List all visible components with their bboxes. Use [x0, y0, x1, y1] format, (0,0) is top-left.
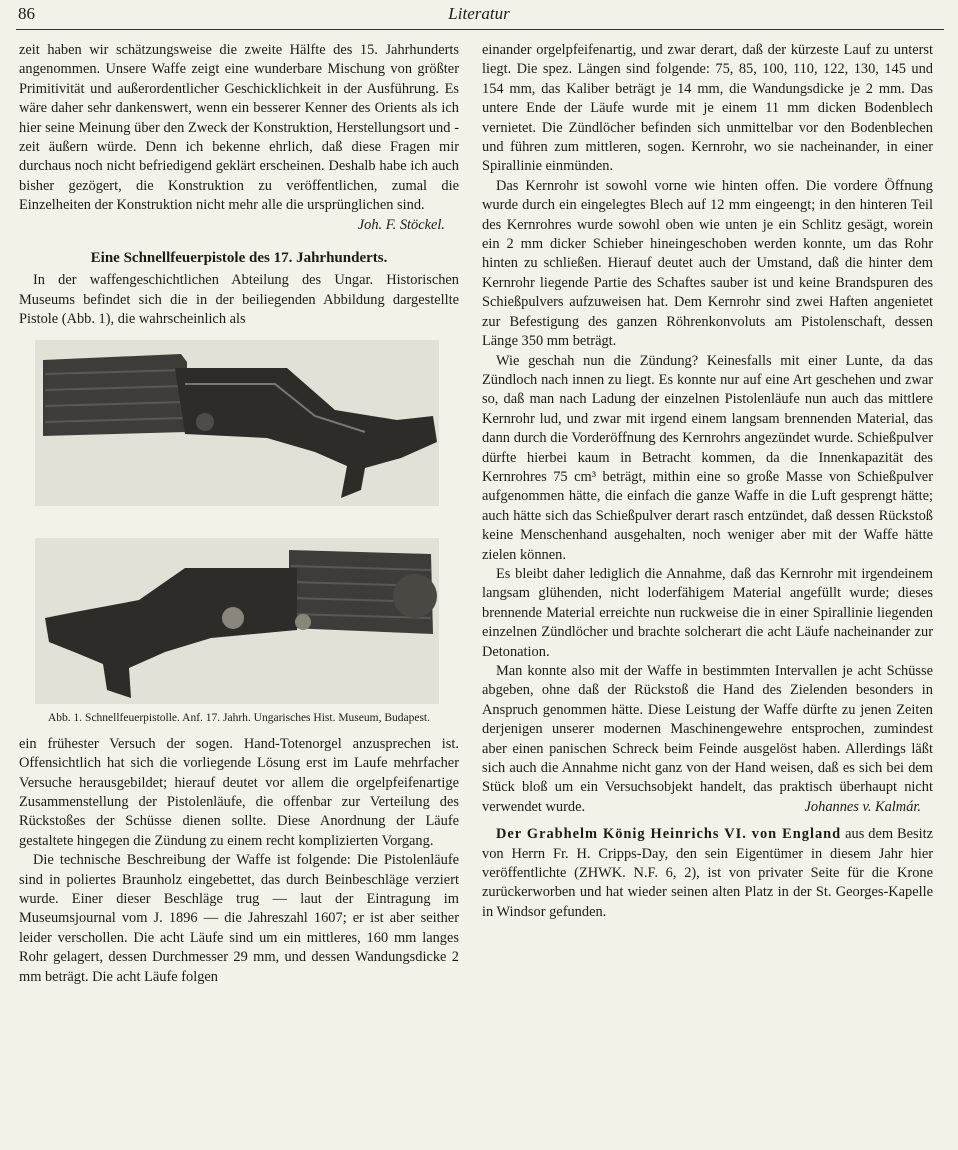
paragraph-orgel: ein frühester Versuch der sogen. Hand-Totenorgel anzusprechen ist. Offensichtlich hat sich die vorliegende Lösung erst im Laufe mehrfacher Versuche herausgebildet; hierauf deutet vor allem die orgelpfeifenartige Zusammenstellung der Pistolenläufe, die offenbar zur Verteilung des Rückstoßes der Schüsse dienen sollte. Diese Anordnung der Läufe gestaltete hingegen die Zündung zu einem recht komplizierten Vorgang.	[19, 735, 459, 849]
signature-kalmar: Johannes v. Kalmár.	[804, 798, 921, 815]
paragraph-intervall: Man konnte also mit der Waffe in bestimmten Intervallen je acht Schüsse abgeben, ohne daß der Rückstoß die Hand des Zielenden besonders in Anspruch genommen hätte. Diese Leistung der Waffe dürfte zu jenen Zeiten derjenigen unserer modernen Maschinengewehre entsprochen, zumindest aber einen panischen Schreck beim Feinde ausgelöst haben. Allerdings läßt sich auch die Annahme nicht ganz von der Hand weisen, daß es sich bei dem Stück bloß um ein Versuchsobjekt handelt, das praktisch überhaupt nicht verwendet wurde. Johannes v. Kalmár.	[482, 662, 933, 817]
paragraph-intro: zeit haben wir schätzungsweise die zweite Hälfte des 15. Jahrhunderts angenommen. Unsere Waffe zeigt eine wunderbare Mischung von größter Primitivität und außerordentlicher Geschicklichkeit in der Ausführung. Es wäre daher sehr dankenswert, wenn ein besserer Kenner des Orients als ich hier seine Meinung über den Zweck der Konstruktion, Herstellungsort und -zeit äußern würde. Denn ich bekenne ehrlich, daß diese Fragen mir durchaus noch nicht befriedigend geklärt erscheinen. Deshalb habe ich auch bisher gezögert, die Konstruktion zu veröffentlichen, zumal die Einzelheiten der Konstruktion nicht mehr alle die ursprünglichen sind. Joh. F. Stöckel.	[19, 41, 459, 216]
section-heading: Eine Schnellfeuerpistole des 17. Jahrhunderts.	[90, 250, 388, 267]
page-number: 86	[18, 4, 35, 23]
paragraph-beschreibung: Die technische Beschreibung der Waffe ist folgende: Die Pistolenläufe sind in poliertes Braunholz eingebettet, das durch Beinbeschläge verziert wurde. Einer dieser Beschläge trug — laut der Eintragung im Museumsjournal vom J. 1896 — die Jahreszahl 1607; er ist aber seither leider verschollen. Die acht Läufe sind um ein mittleres, 160 mm langes Rohr gelagert, dessen Durchmesser 29 mm, und dessen Wandungsdicke 2 mm beträgt. Die acht Läufe folgen	[19, 852, 459, 985]
left-column	[19, 41, 459, 987]
header-rule	[16, 29, 944, 30]
pistol-photo-bottom	[35, 538, 439, 704]
right-column	[482, 41, 933, 922]
paragraph-grabhelm: Der Grabhelm König Heinrichs VI. von England aus dem Besitz von Herrn Fr. H. Cripps-Day, den sein Eigentümer in diesem Jahr hier veröffentlichte (ZHWK. N.F. 6, 2), ist von privater Seite für die Krone zurückerworben und hat wieder seinen alten Platz in der St. Georges-Kapelle in Windsor gefunden.	[482, 826, 933, 920]
paragraph-kernrohr: Das Kernrohr ist sowohl vorne wie hinten offen. Die vordere Öffnung wurde durch ein eingelegtes Blech auf 12 mm eingeengt; in den hinteren Teil des Kernrohres wurde sowohl oben wie unten je ein Schlitz gesägt, worein ein 2 mm dicker Schieber hineingeschoben werden konnte, um das Rohr hinten zu schließen. Hierauf deutet auch der Umstand, daß die hinter dem Kernrohr liegende Partie des Schaftes sauber ist und keine Brandspuren des Schießpulvers aufzuweisen hat. Dem Kernrohr sind zwei Haften angenietet zur Befestigung des ganzen Röhrenkonvoluts am Pistolenschaft, dessen Länge 350 mm beträgt.	[482, 177, 933, 350]
signature-stoeckel: Joh. F. Stöckel.	[357, 216, 445, 233]
paragraph-annahme: Es bleibt daher lediglich die Annahme, daß das Kernrohr mit irgendeinem langsam glühenden, nicht loderfähigem Material angefüllt wurde; dieses brennende Material erreichte nun ruckweise die in einer Spirallinie liegenden einzelnen Zündlöcher und brachte solcherart die acht Läufe nacheinander zur Detonation.	[482, 565, 933, 660]
paragraph-museum: In der waffengeschichtlichen Abteilung des Ungar. Historischen Museums befindet sich die in der beiliegenden Abbildung dargestellte Pistole (Abb. 1), die wahrscheinlich als	[19, 272, 459, 328]
grabhelm-heading: Der Grabhelm König Heinrichs VI. von England	[496, 826, 842, 843]
paragraph-laeufe: einander orgelpfeifenartig, und zwar derart, daß der kürzeste Lauf zu unterst liegt. Die spez. Längen sind folgende: 75, 85, 100, 110, 122, 130, 145 und 154 mm, das Kaliber beträgt je 14 mm, die Wandungsdicke je 2 mm. Das untere Ende der Läufe wurde mit je einem 11 mm dicken Bodenblech vernietet. Die Zündlöcher befinden sich unmittelbar vor den Bodenblechen und führen zum mittleren, sogen. Kernrohr, wo sie nacheinander, in einer Spirallinie einmünden.	[482, 42, 933, 175]
figure-caption: Abb. 1. Schnellfeuerpistolle. Anf. 17. Jahrh. Ungarisches Hist. Museum, Budapest.	[48, 711, 430, 724]
paragraph-zuendung: Wie geschah nun die Zündung? Keinesfalls mit einer Lunte, da das Zündloch nach innen zu liegt. Es konnte nur auf eine Art geschehen und zwar so, daß man nach Ladung der einzelnen Pistolenläufe nun auch das mittlere Kernrohr lud, und zwar mit irgend einem langsam brennenden Material, das dann durch die Vorderöffnung des Kernrohrs angezündet wurde. Schießpulver dürfte hierbei kaum in Betracht kommen, da die Innenkapazität des Kernrohres 75 cm³ beträgt, mithin eine so große Masse von Schießpulver aufgenommen hätte, die einfach die ganze Waffe in die Luft gesprengt hätte; auch hätte sich das Schießpulver derart rasch entzündet, daß dessen Rückstoß keine Menschenhand ausgehalten, noch weniger aber mit der Waffe hätte zielen können.	[482, 352, 933, 563]
pistol-photo-top	[35, 340, 439, 506]
figure-1	[19, 340, 459, 725]
running-title: Literatur	[448, 4, 510, 23]
